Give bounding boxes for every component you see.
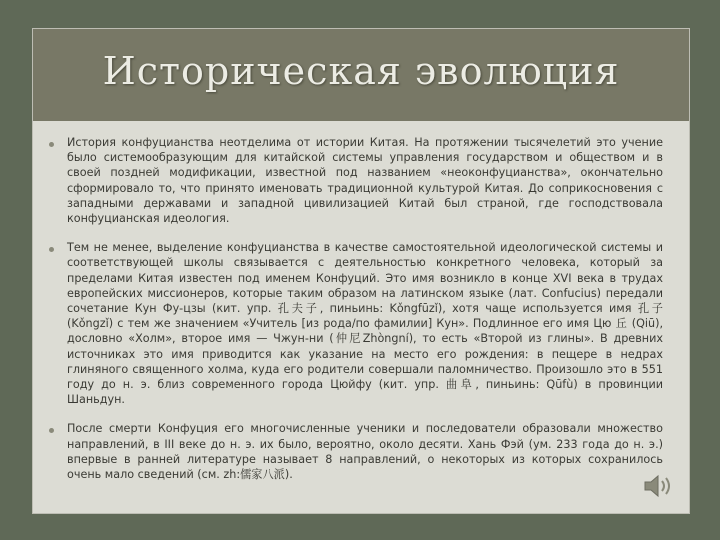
slide-body <box>47 135 663 496</box>
bullet-dot-icon <box>49 428 54 433</box>
slide-panel <box>32 28 690 514</box>
speaker-icon[interactable] <box>641 471 677 501</box>
title-band <box>33 29 689 121</box>
paragraph-1: История конфуцианства неотделима от истории Китая. На протяжении тысячелетий это учение было системообразующим для китайской системы управления государством и обществом и в своей поздней модификации, известной под названием «неоконфуцианства», окончательно сформировало то, что принято именовать традиционной культурой Китая. До соприкосновения с западными державами и западной цивилизацией Китай был страной, где господствовала конфуцианская идеология. <box>67 136 663 226</box>
bullet-dot-icon <box>49 142 54 147</box>
paragraph-3: После смерти Конфуция его многочисленные ученики и последователи образовали множество направлений, в III веке до н. э. их было, вероятно, около десяти. Хань Фэй (ум. 233 года до н. э.) впервые в ранней литературе называет 8 направлений, о некоторых из которых сохранилось очень мало сведений (см. zh:儒家八派). <box>67 422 663 482</box>
bullet-dot-icon <box>49 247 54 252</box>
bullet-item <box>47 240 663 407</box>
slide-title: Историческая эволюция <box>102 49 620 93</box>
bullet-item <box>47 421 663 482</box>
bullet-item <box>47 135 663 226</box>
paragraph-2: Тем не менее, выделение конфуцианства в качестве самостоятельной идеологической системы и соответствующей школы связывается с деятельностью конкретного человека, который за пределами Китая известен под именем Конфуций. Это имя возникло в конце XVI века в трудах европейских миссионеров, которые таким образом на латинском языке (лат. Confucius) передали сочетание Кун Фу-цзы (кит. упр. 孔夫子, пиньинь: Kǒngfūzǐ), хотя чаще используется имя 孔子 (Kǒngzǐ) с тем же значением «Учитель [из рода/по фамилии] Кун». Подлинное его имя Цю 丘 (Qiū), дословно «Холм», второе имя — Чжун-ни (仲尼Zhòngní), то есть «Второй из глины». В древних источниках это имя приводится как указание на место его рождения: в пещере в недрах глиняного священного холма, куда его родители совершали паломничество. Произошло это в 551 году до н. э. близ современного города Цюйфу (кит. упр. 曲阜, пиньинь: Qūfù) в провинции Шаньдун. <box>67 241 663 407</box>
